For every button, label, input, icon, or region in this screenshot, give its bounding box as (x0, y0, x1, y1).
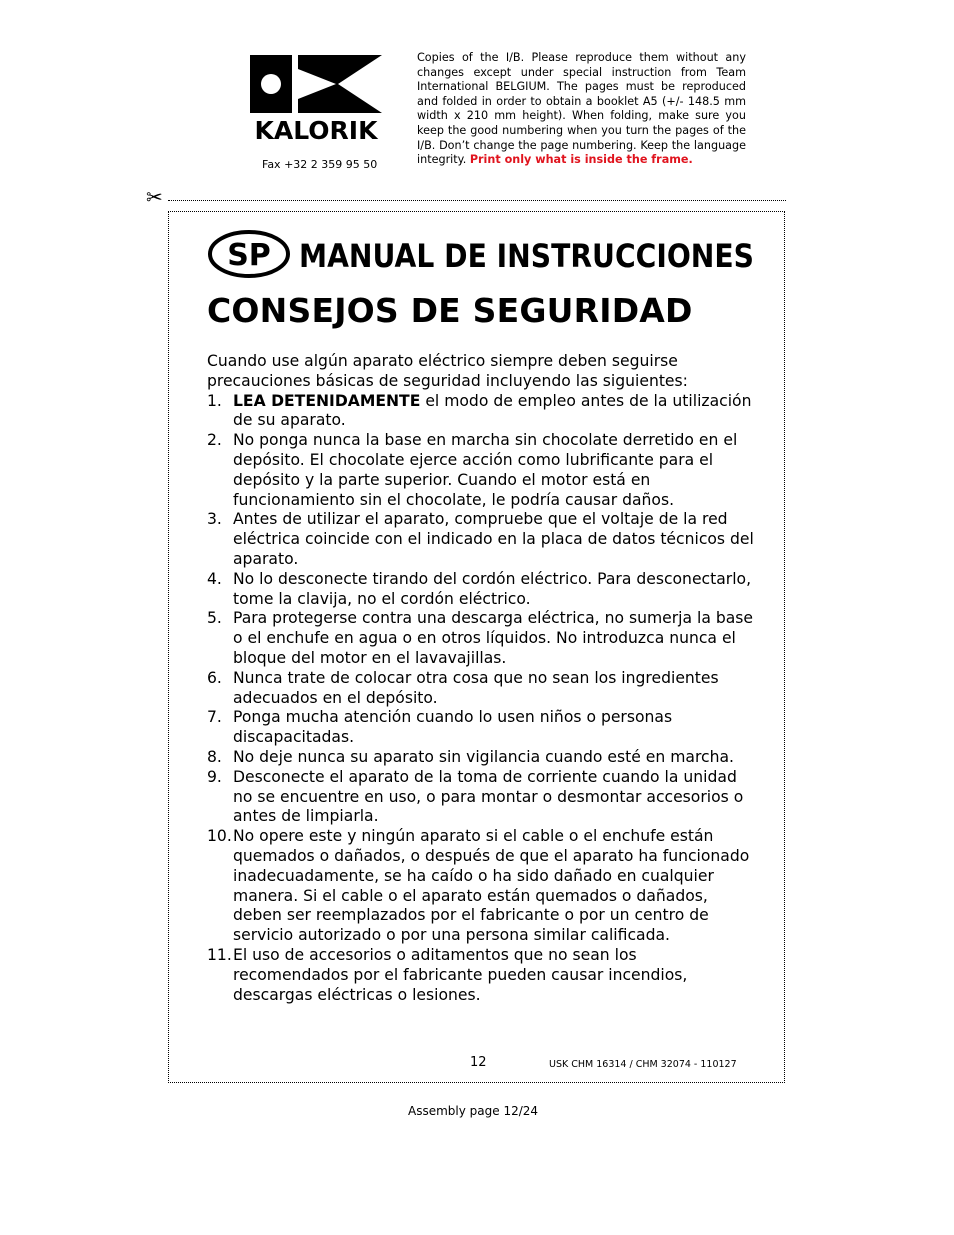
list-item (207, 431, 755, 510)
list-item (207, 392, 755, 432)
list-item (207, 748, 755, 768)
page-title: CONSEJOS DE SEGURIDAD (207, 291, 693, 330)
list-item (207, 946, 755, 1005)
list-item (207, 708, 755, 748)
item-number: 3. (207, 510, 222, 529)
intro-text: Cuando use algún aparato eléctrico siempre deben seguirse precauciones básicas de seguridad incluyendo las siguientes: (207, 352, 688, 390)
list-item (207, 609, 755, 668)
item-number: 11. (207, 945, 232, 964)
print-notice-text: Copies of the I/B. Please reproduce them without any changes except under special instruction from Team International BELGIUM. The pages must be reproduced and folded in order to obtain a booklet A5 (+/- 148.5 mm width x 210 mm height). When folding, make sure you keep the good numbering when you turn the pages of the I/B. Don’t change the page numbering. Keep the language integrity. (417, 51, 746, 167)
item-number: 8. (207, 747, 222, 766)
cut-line (168, 200, 786, 201)
fax-number: Fax +32 2 359 95 50 (262, 158, 378, 171)
item-text: Antes de utilizar el aparato, compruebe que el voltaje de la red eléctrica coincide con el indicado en la placa de datos técnicos del aparato. (233, 510, 754, 568)
item-text: el modo de empleo antes de la utilización de su aparato. (233, 391, 752, 430)
banner-label: MANUAL DE INSTRUCCIONES (299, 237, 754, 275)
item-text: Desconecte el aparato de la toma de corriente cuando la unidad no se encuentre en uso, o para montar o desmontar accesorios o antes de limpiarla. (233, 767, 744, 826)
list-item (207, 669, 755, 709)
list-item (207, 510, 755, 569)
list-item (207, 768, 755, 827)
item-number: 10. (207, 827, 232, 846)
kalorik-logo (250, 55, 382, 145)
assembly-page-label: Assembly page 12/24 (408, 1104, 539, 1118)
list-item (207, 570, 755, 610)
item-text: Para protegerse contra una descarga eléctrica, no sumerja la base o el enchufe en agua o en otros líquidos. No introduzca nunca el bloque del motor en el lavavajillas. (233, 609, 754, 667)
item-text: Ponga mucha atención cuando lo usen niños o personas discapacitadas. (233, 708, 673, 747)
print-notice-emphasis: Print only what is inside the frame. (469, 153, 693, 167)
item-text: No ponga nunca la base en marcha sin chocolate derretido en el depósito. El chocolate ejerce acción como lubrificante para el depósito y la parte superior. Cuando el motor está en funcionamiento sin el chocolate, le podría causar daños. (233, 431, 738, 509)
list-item (207, 827, 755, 946)
item-number: 2. (207, 431, 222, 450)
scissors-icon: ✂ (146, 185, 163, 209)
item-number: 7. (207, 708, 222, 727)
page-number: 12 (470, 1055, 487, 1070)
manual-banner (207, 229, 758, 279)
print-notice (417, 51, 746, 168)
model-code: USK CHM 16314 / CHM 32074 - 110127 (549, 1059, 737, 1070)
item-text: No opere este y ningún aparato si el cable o el enchufe están quemados o dañados, o después de que el aparato ha funcionado inadecuadamente, se ha caído o ha sido dañado en cualquier manera. Si el cable o el aparato están quemados o dañados, deben ser reemplazados por el fabricante o por un centro de servicio autorizado o por una persona similar calificada. (233, 827, 750, 945)
item-number: 1. (207, 391, 222, 410)
logo-wordmark: KALORIK (254, 116, 378, 145)
item-text: El uso de accesorios o aditamentos que no sean los recomendados por el fabricante pueden causar incendios, descargas eléctricas o lesiones. (233, 945, 688, 1004)
item-text: No deje nunca su aparato sin vigilancia cuando esté en marcha. (233, 747, 734, 766)
item-number: 5. (207, 609, 222, 628)
item-text: Nunca trate de colocar otra cosa que no sean los ingredientes adecuados en el depósito. (233, 668, 719, 707)
item-text: No lo desconecte tirando del cordón eléctrico. Para desconectarlo, tome la clavija, no el cordón eléctrico. (233, 569, 752, 608)
item-number: 4. (207, 569, 222, 588)
safety-list (207, 392, 755, 1006)
language-badge: SP (227, 238, 271, 273)
safety-content (207, 352, 755, 1005)
item-number: 9. (207, 767, 222, 786)
item-number: 6. (207, 668, 222, 687)
item-emphasis: LEA DETENIDAMENTE (233, 391, 421, 410)
